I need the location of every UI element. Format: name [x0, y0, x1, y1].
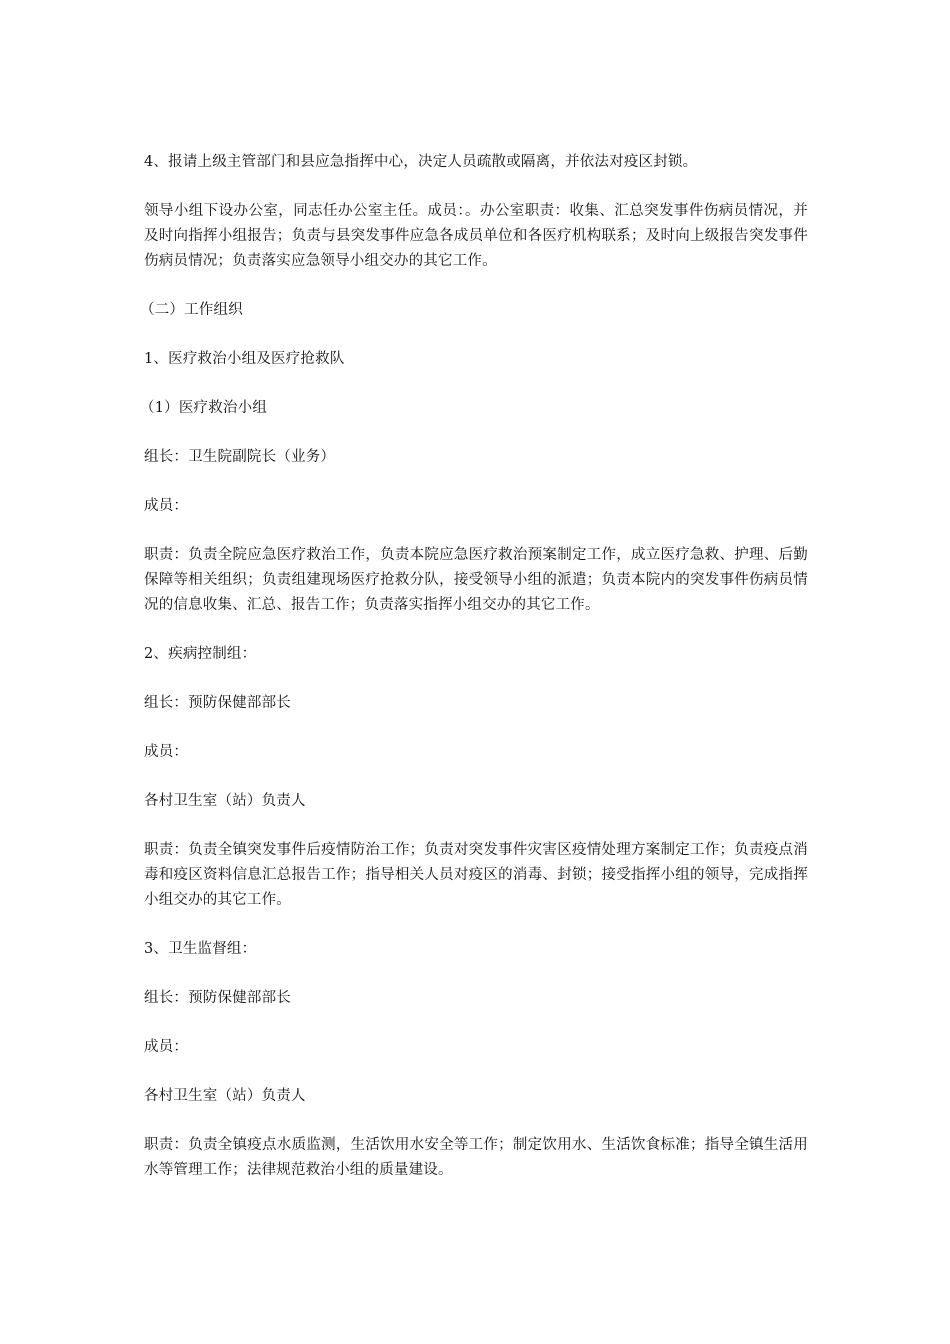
leader-health-supervision: 组长：预防保健部部长 — [144, 990, 291, 1006]
leader-medical-group: 组长：卫生院副院长（业务） — [144, 449, 336, 465]
heading-health-supervision: 3、卫生监督组： — [144, 941, 257, 957]
heading-medical-team: 1、医疗救治小组及医疗抢救队 — [144, 351, 345, 367]
duties-health-supervision: 职责：负责全镇疫点水质监测，生活饮用水安全等工作；制定饮用水、生活饮食标准；指导全镇生活用水等管理工作；法律规范救治小组的质量建设。 — [144, 1137, 808, 1178]
members-disease-control: 成员： — [144, 744, 189, 760]
paragraph-report-item-4: 4、报请上级主管部门和县应急指挥中心，决定人员疏散或隔离，并依法对疫区封锁。 — [144, 154, 698, 170]
members-list-disease-control: 各村卫生室（站）负责人 — [144, 793, 306, 809]
document-body — [140, 150, 808, 1183]
duties-medical-group: 职责：负责全院应急医疗救治工作，负责本院应急医疗救治预案制定工作，成立医疗急救、护理、后勤保障等相关组织；负责组建现场医疗抢救分队，接受领导小组的派遣；负责本院内的突发事件伤病员情况的信息收集、汇总、报告工作；负责落实指挥小组交办的其它工作。 — [144, 547, 808, 613]
section-heading-work-organization: （二）工作组织 — [140, 302, 243, 318]
subheading-medical-treatment-group: （1）医疗救治小组 — [140, 400, 268, 416]
members-list-health-supervision: 各村卫生室（站）负责人 — [144, 1088, 306, 1104]
duties-disease-control: 职责：负责全镇突发事件后疫情防治工作；负责对突发事件灾害区疫情处理方案制定工作；负责疫点消毒和疫区资料信息汇总报告工作；指导相关人员对疫区的消毒、封锁；接受指挥小组的领导，完成指挥小组交办的其它工作。 — [144, 842, 808, 908]
leader-disease-control: 组长：预防保健部部长 — [144, 695, 291, 711]
members-medical-group: 成员： — [144, 498, 189, 514]
paragraph-office-setup: 领导小组下设办公室，同志任办公室主任。成员：。办公室职责：收集、汇总突发事件伤病员情况，并及时向指挥小组报告；负责与县突发事件应急各成员单位和各医疗机构联系；及时向上级报告突发事件伤病员情况；负责落实应急领导小组交办的其它工作。 — [144, 203, 808, 269]
heading-disease-control: 2、疾病控制组： — [144, 646, 257, 662]
members-health-supervision: 成员： — [144, 1039, 189, 1055]
